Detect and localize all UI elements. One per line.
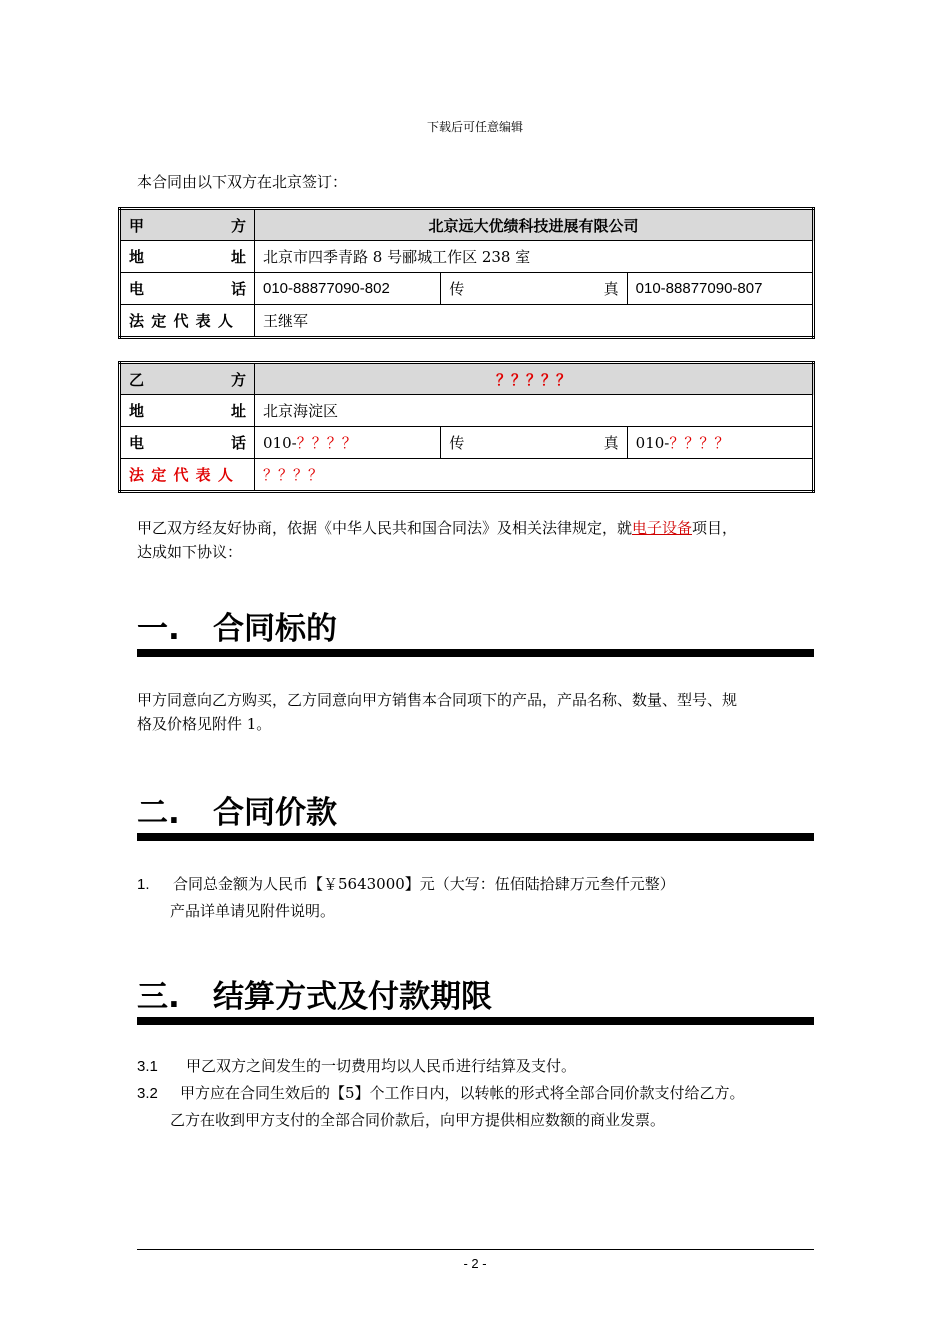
footer-divider [137,1249,814,1250]
section-2-item: 1. 合同总金额为人民币【￥5643000】元（大写：伍佰陆拾肆万元叁仟元整） 产品详单请见附件说明。 [137,875,675,920]
party-b-rep: ？？？？ [255,459,814,492]
party-a-fax: 010-88877090-807 [627,273,813,305]
project-link[interactable]: 电子设备 [632,519,693,537]
section-heading-3: 三. 结算方式及付款期限 [137,971,814,1025]
list-item: 3.2 甲方应在合同生效后的【5】个工作日内，以转帐的形式将全部合同价款支付给乙方。 [137,1084,745,1102]
section-heading-2: 二. 合同价款 [137,787,814,841]
party-b-fax: 010-？？？？ [627,427,813,459]
section-heading-1: 一. 合同标的 [137,603,814,657]
agreement-paragraph: 甲乙双方经友好协商，依据《中华人民共和国合同法》及相关法律规定，就电子设备项目， 达成如下协议： [137,519,738,561]
party-a-address-label: 地 址 [120,241,255,273]
party-b-phone: 010-？？？？ [255,427,441,459]
party-a-rep: 王继军 [255,305,814,338]
party-a-phone: 010-88877090-802 [255,273,441,305]
party-a-table [118,207,815,339]
party-a-fax-label: 传 真 [441,273,627,305]
party-b-address-label: 地 址 [120,395,255,427]
party-b-table [118,361,815,493]
section-3-items: 3.1 甲乙双方之间发生的一切费用均以人民币进行结算及支付。 3.2 甲方应在合同生效后的【5】个工作日内，以转帐的形式将全部合同价款支付给乙方。 乙方在收到甲方支付的全部合同价款后，向甲方提供相应数额的商业发票。 [137,1053,817,1133]
party-a-rep-label: 法 定 代 表 人 [120,305,255,338]
party-b-phone-label: 电 话 [120,427,255,459]
page-number: - 2 - [463,1256,487,1271]
party-a-company: 北京远大优绩科技进展有限公司 [255,209,814,241]
list-item: 3.1 甲乙双方之间发生的一切费用均以人民币进行结算及支付。 [137,1057,577,1075]
party-b-fax-label: 传 真 [441,427,627,459]
header-note: 下载后可任意编辑 [426,120,523,134]
section-1-text: 甲方同意向乙方购买，乙方同意向甲方销售本合同项下的产品，产品名称、数量、型号、规 格及价格见附件 1。 [137,691,738,733]
party-a-address: 北京市四季青路 8 号郦城工作区 238 室 [255,241,814,273]
party-b-label: 乙 方 [120,363,255,395]
party-b-address: 北京海淀区 [255,395,814,427]
party-b-company: ？？？？？ [255,363,814,395]
party-a-phone-label: 电 话 [120,273,255,305]
party-a-label: 甲 方 [120,209,255,241]
intro-text: 本合同由以下双方在北京签订： [137,173,348,191]
party-b-rep-label: 法 定 代 表 人 [120,459,255,492]
